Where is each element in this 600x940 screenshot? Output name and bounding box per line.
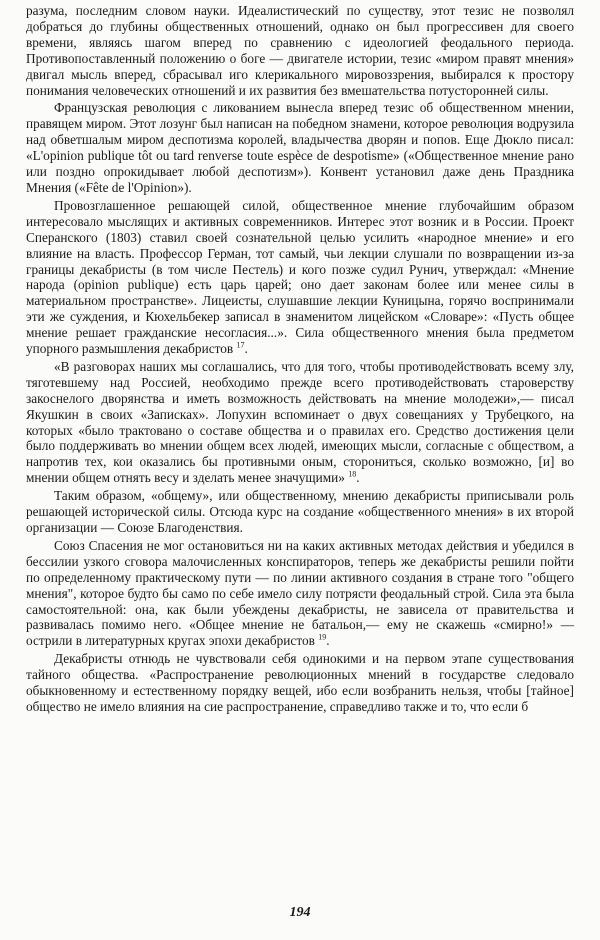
footnote-ref-18: 18: [348, 469, 357, 479]
footnote-ref-17: 17: [236, 340, 245, 350]
body-text: [26, 3, 574, 717]
paragraph-4: «В разговорах наших мы соглашались, что для того, чтобы противодействовать всему злу, тяготевшему над Россией, необходимо прежде всего противодействовать староверству закоснелого дворянства и иметь возможность действовать на мнение молодежи»,— писал Якушкин в своих «Записках». Лопухин вспоминает о двух совещаниях у Трубецкого, на которых «было трактовано о составе общества и о правилах его. Средство достижения цели было поддерживать во мнении общем всех людей, имеющих мысли, согласные с обществом, а напротив тех, кои оказались бы противными оным, сторониться, сколько возможно, [и] во мнении общем отнять весу и зделать менее значущими» $^{18}$.: [26, 358, 574, 486]
paragraph-5: Таким образом, «общему», или общественному, мнению декабристы приписывали роль решающей исторической силы. Отсюда курс на создание «общественного мнения» в их второй организации — Союзе Благоденствия.: [26, 488, 574, 535]
paragraph-7: Декабристы отнюдь не чувствовали себя одинокими и на первом этапе существования тайного общества. «Распространение революционных мнений в государстве следовало обыкновенному и естественному порядку вещей, ибо если возбранить нельзя, чтобы [тайное] общество не имело влияния на сие распространение, справедливо также и то, что если б: [26, 651, 574, 714]
page-number: 194: [289, 905, 311, 920]
footnote-ref-19: 19: [318, 632, 327, 642]
paragraph-3: Провозглашенное решающей силой, общественное мнение глубочайшим образом интересовало мыслящих и активных современников. Интерес этот возник и в России. Проект Сперанского (1803) ставил своей сознательной целью усилить «народное мнение» и его влияние на власть. Профессор Герман, тот самый, чьи лекции слушали по возвращении из-за границы декабристы (в том числе Пестель) и кого позже судил Рунич, утверждал: «Мнение народа (opinion publique) есть царь царей; оно дает законам более или менее силы в материальном пространстве». Лицеисты, слушавшие лекции Куницына, горячо воспринимали эти же суждения, и Кюхельбекер записал в знаменитом лицейском «Словаре»: «Пусть общее мнение решает гражданские несогласия...». Сила общественного мнения была предметом упорного размышления декабристов $^{17}$.: [26, 197, 574, 357]
paragraph-6: Союз Спасения не мог остановиться ни на каких активных методах действия и убедился в бессилии узкого сговора малочисленных конспираторов, теперь же декабристы решили пойти по определенному практическому пути — по линии активного создания в стране того "общего мнения", которое будто бы само по себе имело силу потрясти феодальный строй. Сила эта была самостоятельной: она, как были убеждены декабристы, не зависела от правительства и развивалась помимо него. «Общее мнение не батальон,— ему не скажешь «смирно!» — острили в литературных кругах эпохи декабристов $^{19}$.: [26, 537, 574, 649]
paragraph-2: Французская революция с ликованием вынесла вперед тезис об общественном мнении, правящем миром. Этот лозунг был написан на победном знамени, которое революция водрузила над обветшалым миром деспотизма королей, владычества дворян и попов. Еще Дюкло писал: «L'opinion publique tôt ou tard renverse toute espèce de despotisme» («Общественное мнение рано или поздно опрокидывает любой деспотизм»). Конвент установил даже день Праздника Мнения («Fête de l'Opinion»).: [26, 100, 574, 195]
paragraph-1: разума, последним словом науки. Идеалистический по существу, этот тезис не позволял добраться до глубины общественных отношений, однако он был прогрессивен для своего времени, являясь шагом вперед по сравнению с идеологией феодального периода. Противопоставленный положению о боге — двигателе истории, тезис «миром правят мнения» двигал мысль вперед, сбрасывал иго клерикального мировоззрения, выбирался к простору понимания человеческих отношений и их развития без вмешательства потусторонней силы.: [26, 3, 574, 98]
